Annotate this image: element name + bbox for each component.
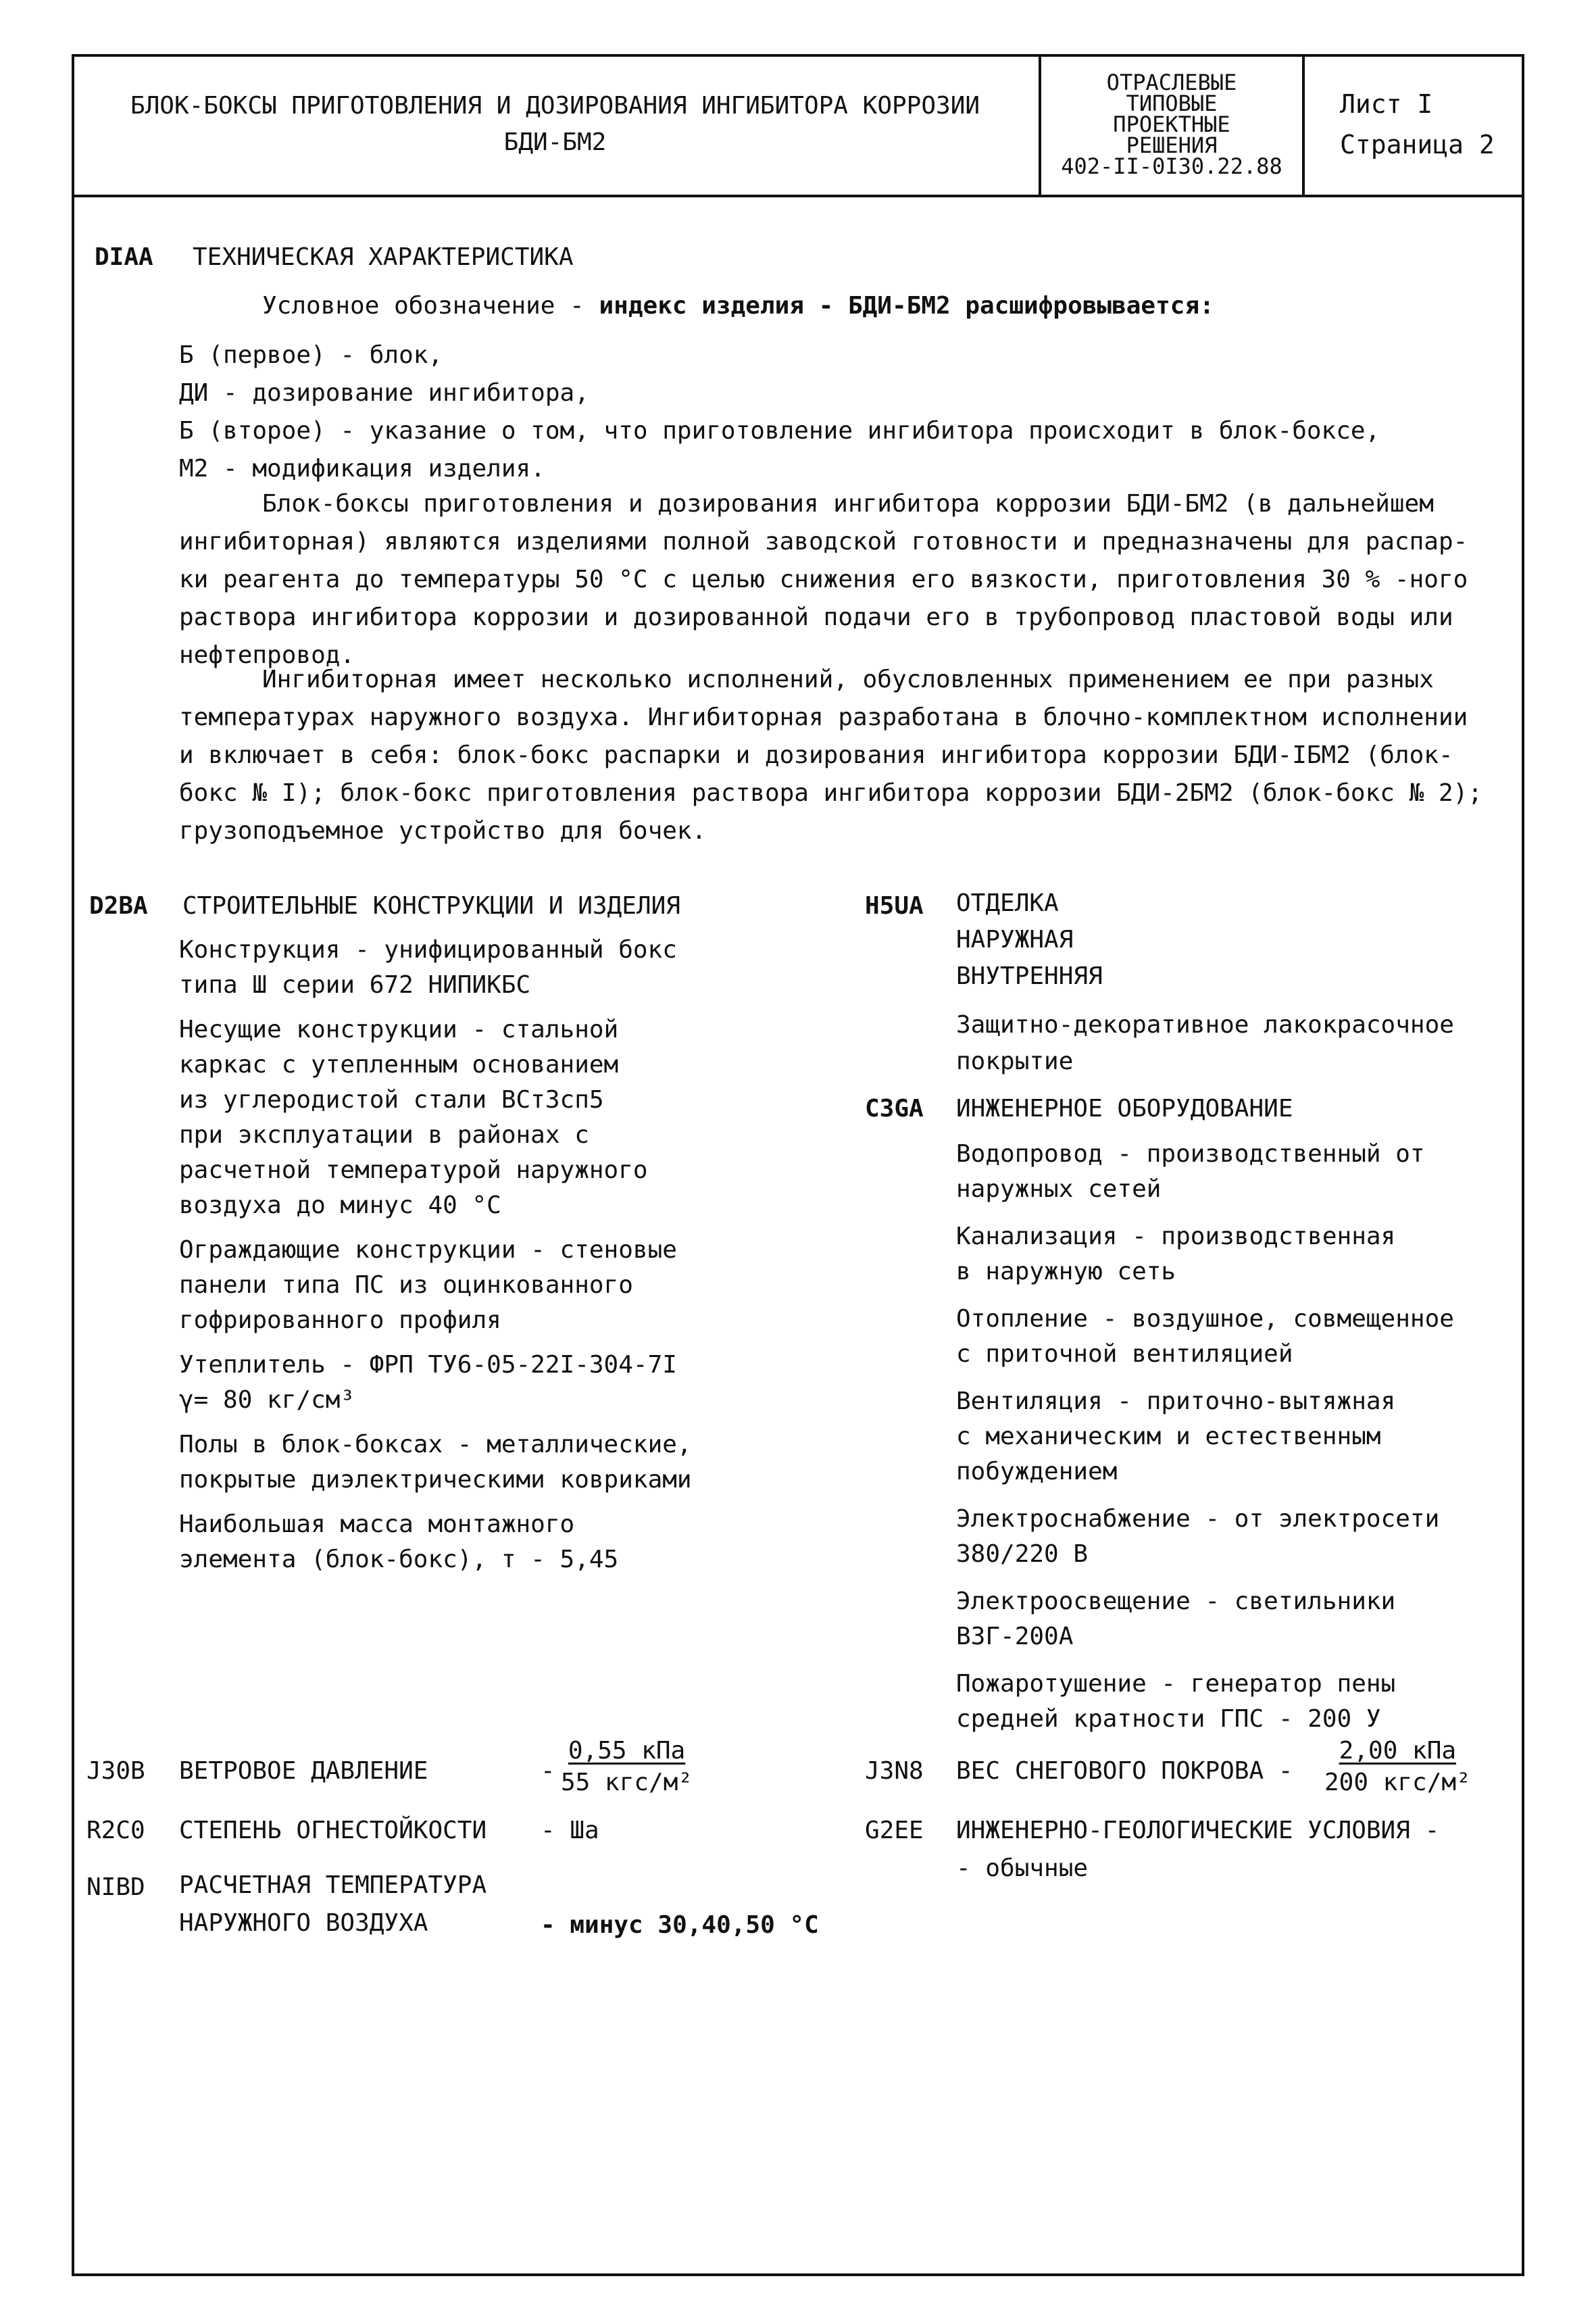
construction-item [179,1427,692,1498]
wind-value-kpa: 0,55 кПа [568,1737,686,1765]
item-line: наружных сетей [956,1175,1162,1203]
geo-value: - обычные [956,1854,1089,1882]
item-line: Канализация - производственная [956,1223,1396,1250]
item-line: Наибольшая масса монтажного [179,1510,575,1538]
paragraph-line: нефтепровод. [179,641,355,669]
geo-label: ИНЖЕНЕРНО-ГЕОЛОГИЧЕСКИЕ УСЛОВИЯ - [956,1817,1440,1844]
wind-value [561,1737,693,1796]
construction-list [179,933,692,1577]
definition-item: Б (второе) - указание о том, что приготовление ингибитора происходит в блок-боксе, [179,417,1380,445]
document-title [72,54,1041,195]
fire-label: СТЕПЕНЬ ОГНЕСТОЙКОСТИ [179,1817,487,1844]
item-line: при эксплуатации в районах с [179,1121,589,1149]
series-block [1041,54,1305,195]
finish-line: покрытие [956,1048,1074,1075]
item-line: из углеродистой стали ВСт3сп5 [179,1086,604,1114]
page-number: Страница 2 [1340,130,1495,159]
paragraph-2 [179,661,1482,850]
wind-dash: - [541,1757,555,1785]
item-line: расчетной температурой наружного [179,1156,648,1184]
item-line: Утеплитель - ФРП ТУ6-05-22I-304-7I [179,1351,677,1379]
equipment-item [956,1137,1454,1207]
title-line-2: БДИ-БМ2 [503,128,607,156]
section-heading-finish [956,885,1103,995]
item-line: типа Ш серии 672 НИПИКБС [179,971,531,999]
item-line: Электроосвещение - светильники [956,1587,1396,1615]
finish-line: Защитно-декоративное лакокрасочное [956,1011,1454,1039]
paragraph-line: раствора ингибитора коррозии и дозированной подачи его в трубопровод пластовой воды или [179,604,1453,631]
paragraph-line: грузоподъемное устройство для бочек. [179,817,707,845]
equipment-list [956,1137,1454,1737]
item-line: ВЗГ-200А [956,1623,1074,1650]
temp-label-line: РАСЧЕТНАЯ ТЕМПЕРАТУРА [179,1871,487,1899]
finish-heading-line: ОТДЕЛКА [956,889,1059,917]
section-code-tech: DIAA [95,243,153,271]
section-heading-equipment: ИНЖЕНЕРНОЕ ОБОРУДОВАНИЕ [956,1095,1293,1123]
item-line: с приточной вентиляцией [956,1340,1293,1368]
snow-label: ВЕС СНЕГОВОГО ПОКРОВА - [956,1757,1293,1785]
item-line: гофрированного профиля [179,1306,501,1334]
sheet-number: Лист I [1340,89,1433,119]
construction-item [179,933,692,1003]
paragraph-line: ки реагента до температуры 50 °С с целью снижения его вязкости, приготовления 30 % -ного [179,566,1468,593]
item-line: панели типа ПС из оцинкованного [179,1271,633,1299]
intro-text: Условное обозначение - [262,292,599,320]
code-snow: J3N8 [865,1757,924,1785]
code-wind: J30B [86,1757,145,1785]
snow-value [1324,1737,1471,1796]
finish-heading-line: НАРУЖНАЯ [956,926,1074,954]
finish-text [956,1007,1454,1080]
intro-bold-text: индекс изделия - БДИ-БМ2 расшифровывается: [599,292,1214,320]
section-code-construction: D2BA [89,892,148,920]
series-number: 402-II-0I30.22.88 [1061,153,1282,179]
item-line: покрытые диэлектрическими ковриками [179,1466,692,1494]
definition-item: М2 - модификация изделия. [179,455,545,483]
equipment-item [956,1384,1454,1490]
tech-intro [262,287,1214,325]
item-line: Электроснабжение - от электросети [956,1505,1440,1533]
item-line: каркас с утепленным основанием [179,1051,619,1079]
construction-item [179,1507,692,1577]
item-line: Пожаротушение - генератор пены [956,1670,1396,1698]
wind-label: ВЕТРОВОЕ ДАВЛЕНИЕ [179,1757,428,1785]
section-heading-construction: СТРОИТЕЛЬНЫЕ КОНСТРУКЦИИ И ИЗДЕЛИЯ [182,892,680,920]
code-temp: NIBD [86,1873,145,1901]
equipment-item [956,1302,1454,1372]
temp-label-line: НАРУЖНОГО ВОЗДУХА [179,1909,428,1937]
equipment-item [956,1219,1454,1289]
finish-heading-line: ВНУТРЕННЯЯ [956,962,1103,990]
code-geo: G2EE [865,1817,924,1844]
sheet-block [1305,54,1524,195]
title-line-1: БЛОК-БОКСЫ ПРИГОТОВЛЕНИЯ И ДОЗИРОВАНИЯ ИНГИБИТОРА КОРРОЗИИ [130,92,980,120]
paragraph-line: Ингибиторная имеет несколько исполнений, обусловленных применением ее при разных [262,666,1434,693]
item-line: в наружную сеть [956,1258,1176,1285]
series-line: РЕШЕНИЯ [1126,132,1218,158]
equipment-item [956,1667,1454,1737]
construction-item [179,1233,692,1338]
temp-label [179,1867,487,1942]
paragraph-line: ингибиторная) являются изделиями полной заводской готовности и предназначены для распар- [179,528,1468,556]
snow-value-kpa: 2,00 кПа [1339,1737,1457,1765]
section-code-equipment: C3GA [865,1095,924,1123]
item-line: 380/220 В [956,1540,1089,1568]
definition-list [179,337,1380,488]
item-line: с механическим и естественным [956,1423,1381,1450]
item-line: Водопровод - производственный от [956,1140,1425,1168]
temp-value: - минус 30,40,50 °С [541,1911,819,1939]
definition-item: Б (первое) - блок, [179,341,443,369]
section-heading-tech: ТЕХНИЧЕСКАЯ ХАРАКТЕРИСТИКА [193,243,574,271]
construction-item [179,1012,692,1223]
item-line: средней кратности ГПС - 200 У [956,1705,1381,1733]
item-line: Ограждающие конструкции - стеновые [179,1236,677,1264]
wind-value-kgs: 55 кгс/м² [561,1769,693,1796]
series-line: ПРОЕКТНЫЕ [1113,111,1230,137]
item-line: воздуха до минус 40 °С [179,1191,501,1219]
code-fire: R2C0 [86,1817,145,1844]
item-line: побуждением [956,1458,1118,1485]
series-line: ОТРАСЛЕВЫЕ [1106,69,1237,95]
equipment-item [956,1502,1454,1572]
fire-value: - Ша [541,1817,599,1844]
section-code-finish: H5UA [865,892,924,920]
series-line: ТИПОВЫЕ [1126,90,1218,116]
equipment-item [956,1584,1454,1654]
item-line: Отопление - воздушное, совмещенное [956,1305,1454,1333]
paragraph-line: и включает в себя: блок-бокс распарки и дозирования ингибитора коррозии БДИ-IБМ2 (блок- [179,741,1453,769]
construction-item [179,1348,692,1418]
item-line: Вентиляция - приточно-вытяжная [956,1387,1396,1415]
item-line: γ= 80 кг/см³ [179,1386,355,1414]
title-block [72,54,1524,197]
paragraph-line: бокс № I); блок-бокс приготовления раствора ингибитора коррозии БДИ-2БМ2 (блок-бокс № 2); [179,779,1482,807]
paragraph-line: Блок-боксы приготовления и дозирования ингибитора коррозии БДИ-БМ2 (в дальнейшем [262,490,1434,518]
snow-value-kgs: 200 кгс/м² [1324,1769,1471,1796]
item-line: элемента (блок-бокс), т - 5,45 [179,1546,619,1573]
paragraph-1 [179,485,1468,674]
definition-item: ДИ - дозирование ингибитора, [179,379,589,407]
item-line: Конструкция - унифицированный бокс [179,936,677,964]
paragraph-line: температурах наружного воздуха. Ингибиторная разработана в блочно-комплектном исполнении [179,704,1468,731]
item-line: Полы в блок-боксах - металлические, [179,1431,692,1458]
item-line: Несущие конструкции - стальной [179,1016,619,1043]
